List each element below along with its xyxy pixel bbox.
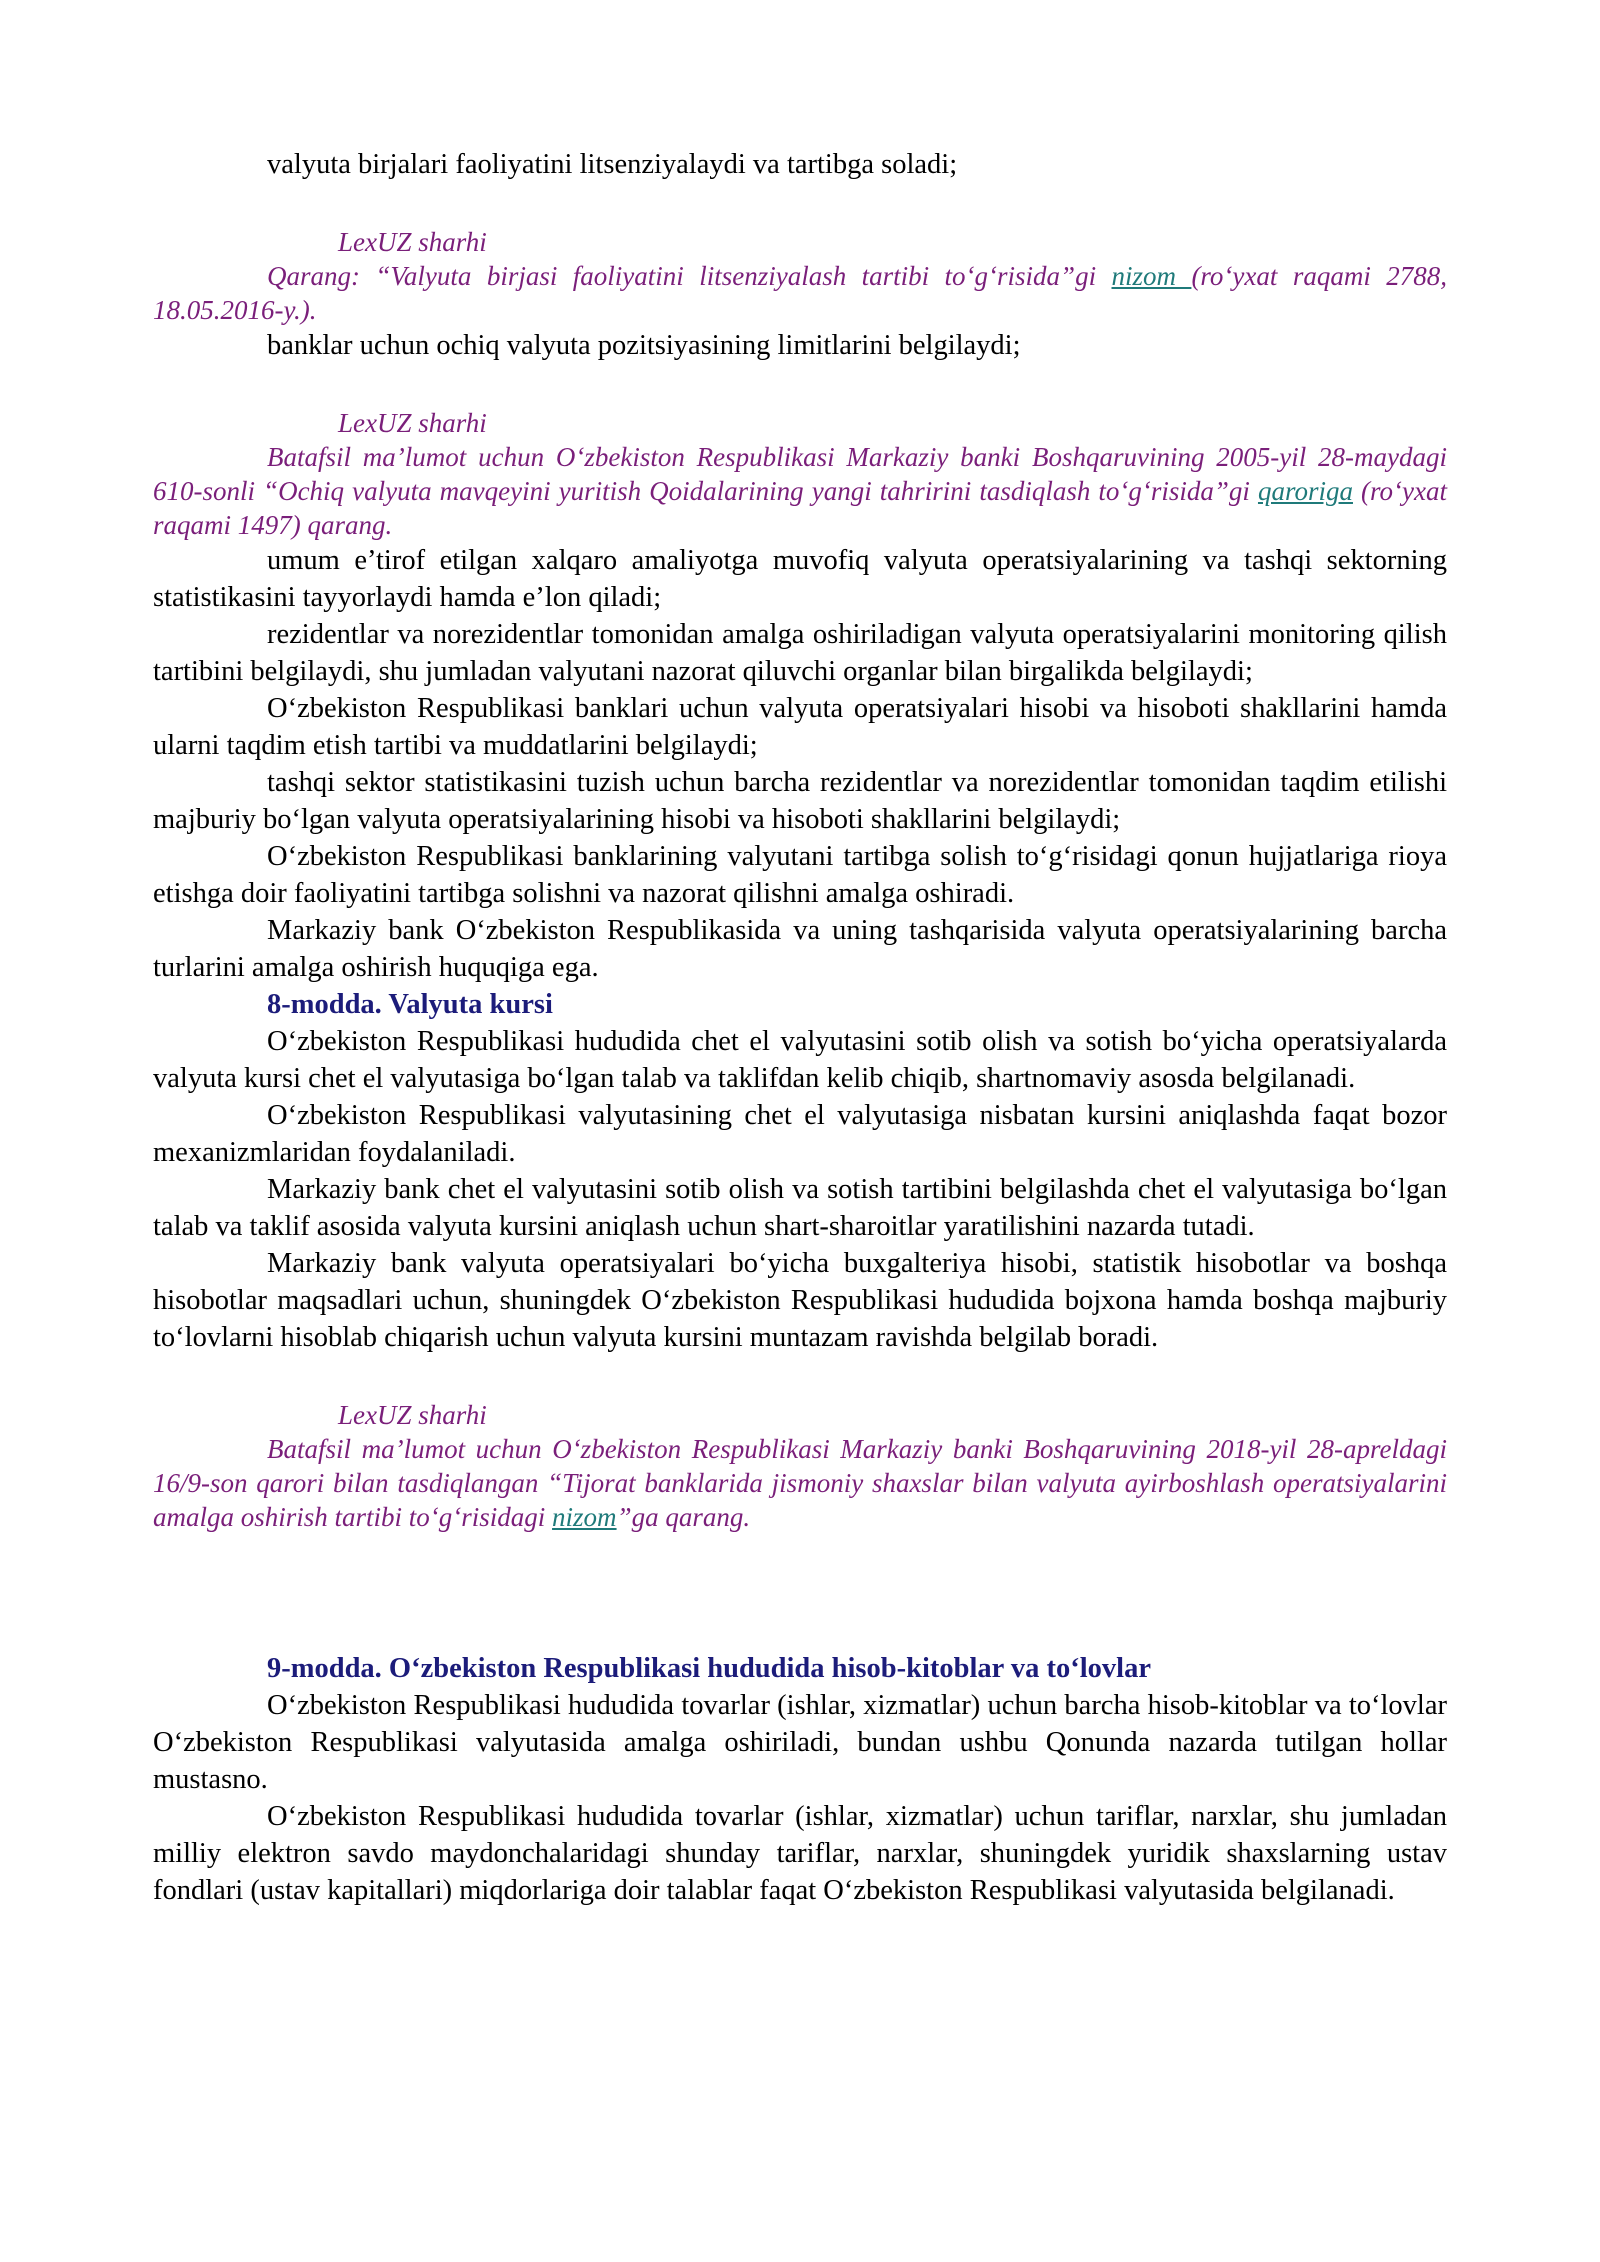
paragraph: O‘zbekiston Respublikasi valyutasining chet el valyutasiga nisbatan kursini aniqlashda faqat bozor mexanizmlaridan foydalaniladi. bbox=[153, 1100, 1447, 1168]
spacer bbox=[153, 1534, 1447, 1650]
note-body bbox=[153, 1432, 1447, 1534]
paragraph: O‘zbekiston Respublikasi hududida tovarlar (ishlar, xizmatlar) uchun tariflar, narxlar, shu jumladan milliy elektron savdo maydonchalaridagi shunday tariflar, narxlar, shuningdek yuridik shaxslarning ustav fondlari (ustav kapitallari) miqdorlariga doir talablar faqat O‘zbekiston Respublikasi valyutasida belgilanadi. bbox=[153, 1801, 1447, 1906]
note-text: Batafsil ma’lumot uchun O‘zbekiston Respublikasi Markaziy banki Boshqaruvining 2018-yil 28-apreldagi 16/9-son qarori bilan tasdiqlangan “Tijorat banklarida jismoniy shaxslar bilan valyuta ayirboshlash operatsiyalarini amalga oshirish tartibi to‘g‘risidagi bbox=[153, 1434, 1447, 1532]
note-text: (ro‘yxat raqami 2788, 18.05.2016-y.). bbox=[153, 261, 1447, 325]
note-link-nizom[interactable]: nizom bbox=[552, 1502, 617, 1532]
paragraph: rezidentlar va norezidentlar tomonidan amalga oshiriladigan valyuta operatsiyalarini monitoring qilish tartibini belgilaydi, shu jumladan valyutani nazorat qiluvchi organlar bilan birgalikda belgilaydi; bbox=[153, 619, 1447, 687]
paragraph: Markaziy bank valyuta operatsiyalari bo‘yicha buxgalteriya hisobi, statistik hisobotlar va boshqa hisobotlar maqsadlari uchun, shuningdek O‘zbekiston Respublikasi hududida bojxona hamda boshqa majburiy to‘lovlarni hisoblab chiqarish uchun valyuta kursini muntazam ravishda belgilab boradi. bbox=[153, 1248, 1447, 1353]
paragraph: O‘zbekiston Respublikasi hududida tovarlar (ishlar, xizmatlar) uchun barcha hisob-kitoblar va to‘lovlar O‘zbekiston Respublikasi valyutasida amalga oshiriladi, bundan ushbu Qonunda nazarda tutilgan hollar mustasno. bbox=[153, 1690, 1447, 1795]
paragraph: tashqi sektor statistikasini tuzish uchun barcha rezidentlar va norezidentlar tomonidan taqdim etilishi majburiy bo‘lgan valyuta operatsiyalarining hisobi va hisoboti shakllarini belgilaydi; bbox=[153, 767, 1447, 835]
paragraph: O‘zbekiston Respublikasi banklari uchun valyuta operatsiyalari hisobi va hisoboti shakllarini hamda ularni taqdim etish tartibi va muddatlarini belgilaydi; bbox=[153, 693, 1447, 761]
note-link-qaroriga[interactable]: qaroriga bbox=[1257, 476, 1353, 506]
paragraph: valyuta birjalari faoliyatini litsenziyalaydi va tartibga soladi; bbox=[267, 149, 958, 180]
article-heading: 8-modda. Valyuta kursi bbox=[267, 989, 553, 1020]
note-text: (ro‘yxat raqami 1497) qarang. bbox=[153, 476, 1447, 540]
note-text: Batafsil ma’lumot uchun O‘zbekiston Respublikasi Markaziy banki Boshqaruvining 2005-yil 28-maydagi 610-sonli “Ochiq valyuta mavqeyini yuritish Qoidalarining yangi tahririni tasdiqlash to‘g‘risida”gi bbox=[153, 442, 1447, 506]
paragraph: O‘zbekiston Respublikasi banklarining valyutani tartibga solish to‘g‘risidagi qonun hujjatlariga rioya etishga doir faoliyatini tartibga solishni va nazorat qilishni amalga oshiradi. bbox=[153, 841, 1447, 909]
paragraph: Markaziy bank chet el valyutasini sotib olish va sotish tartibini belgilashda chet el valyutasiga bo‘lgan talab va taklif asosida valyuta kursini aniqlash uchun shart-sharoitlar yaratilishini nazarda tutadi. bbox=[153, 1174, 1447, 1242]
article-heading: 9-modda. O‘zbekiston Respublikasi hududida hisob-kitoblar va to‘lovlar bbox=[267, 1653, 1151, 1684]
paragraph: Markaziy bank O‘zbekiston Respublikasida va uning tashqarisida valyuta operatsiyalarining barcha turlarini amalga oshirish huquqiga ega. bbox=[153, 915, 1447, 983]
note-text: ”ga qarang. bbox=[616, 1502, 751, 1532]
lexuz-note bbox=[153, 225, 1447, 327]
lexuz-note bbox=[153, 1398, 1447, 1534]
paragraph: banklar uchun ochiq valyuta pozitsiyasining limitlarini belgilaydi; bbox=[267, 330, 1021, 361]
paragraph: umum e’tirof etilgan xalqaro amaliyotga muvofiq valyuta operatsiyalarining va tashqi sektorning statistikasini tayyorlaydi hamda e’lon qiladi; bbox=[153, 545, 1447, 613]
note-heading: LexUZ sharhi bbox=[338, 227, 487, 257]
paragraph: O‘zbekiston Respublikasi hududida chet el valyutasini sotib olish va sotish bo‘yicha operatsiyalarda valyuta kursi chet el valyutasiga bo‘lgan talab va taklifdan kelib chiqib, shartnomaviy asosda belgilanadi. bbox=[153, 1026, 1447, 1094]
note-body bbox=[153, 259, 1447, 327]
note-heading: LexUZ sharhi bbox=[338, 1400, 487, 1430]
note-body bbox=[153, 440, 1447, 542]
note-text: Qarang: “Valyuta birjasi faoliyatini litsenziyalash tartibi to‘g‘risida”gi bbox=[267, 261, 1112, 291]
lexuz-note bbox=[153, 406, 1447, 542]
note-heading: LexUZ sharhi bbox=[338, 408, 487, 438]
note-link-nizom[interactable]: nizom bbox=[1111, 261, 1192, 291]
document-page bbox=[153, 146, 1447, 1909]
